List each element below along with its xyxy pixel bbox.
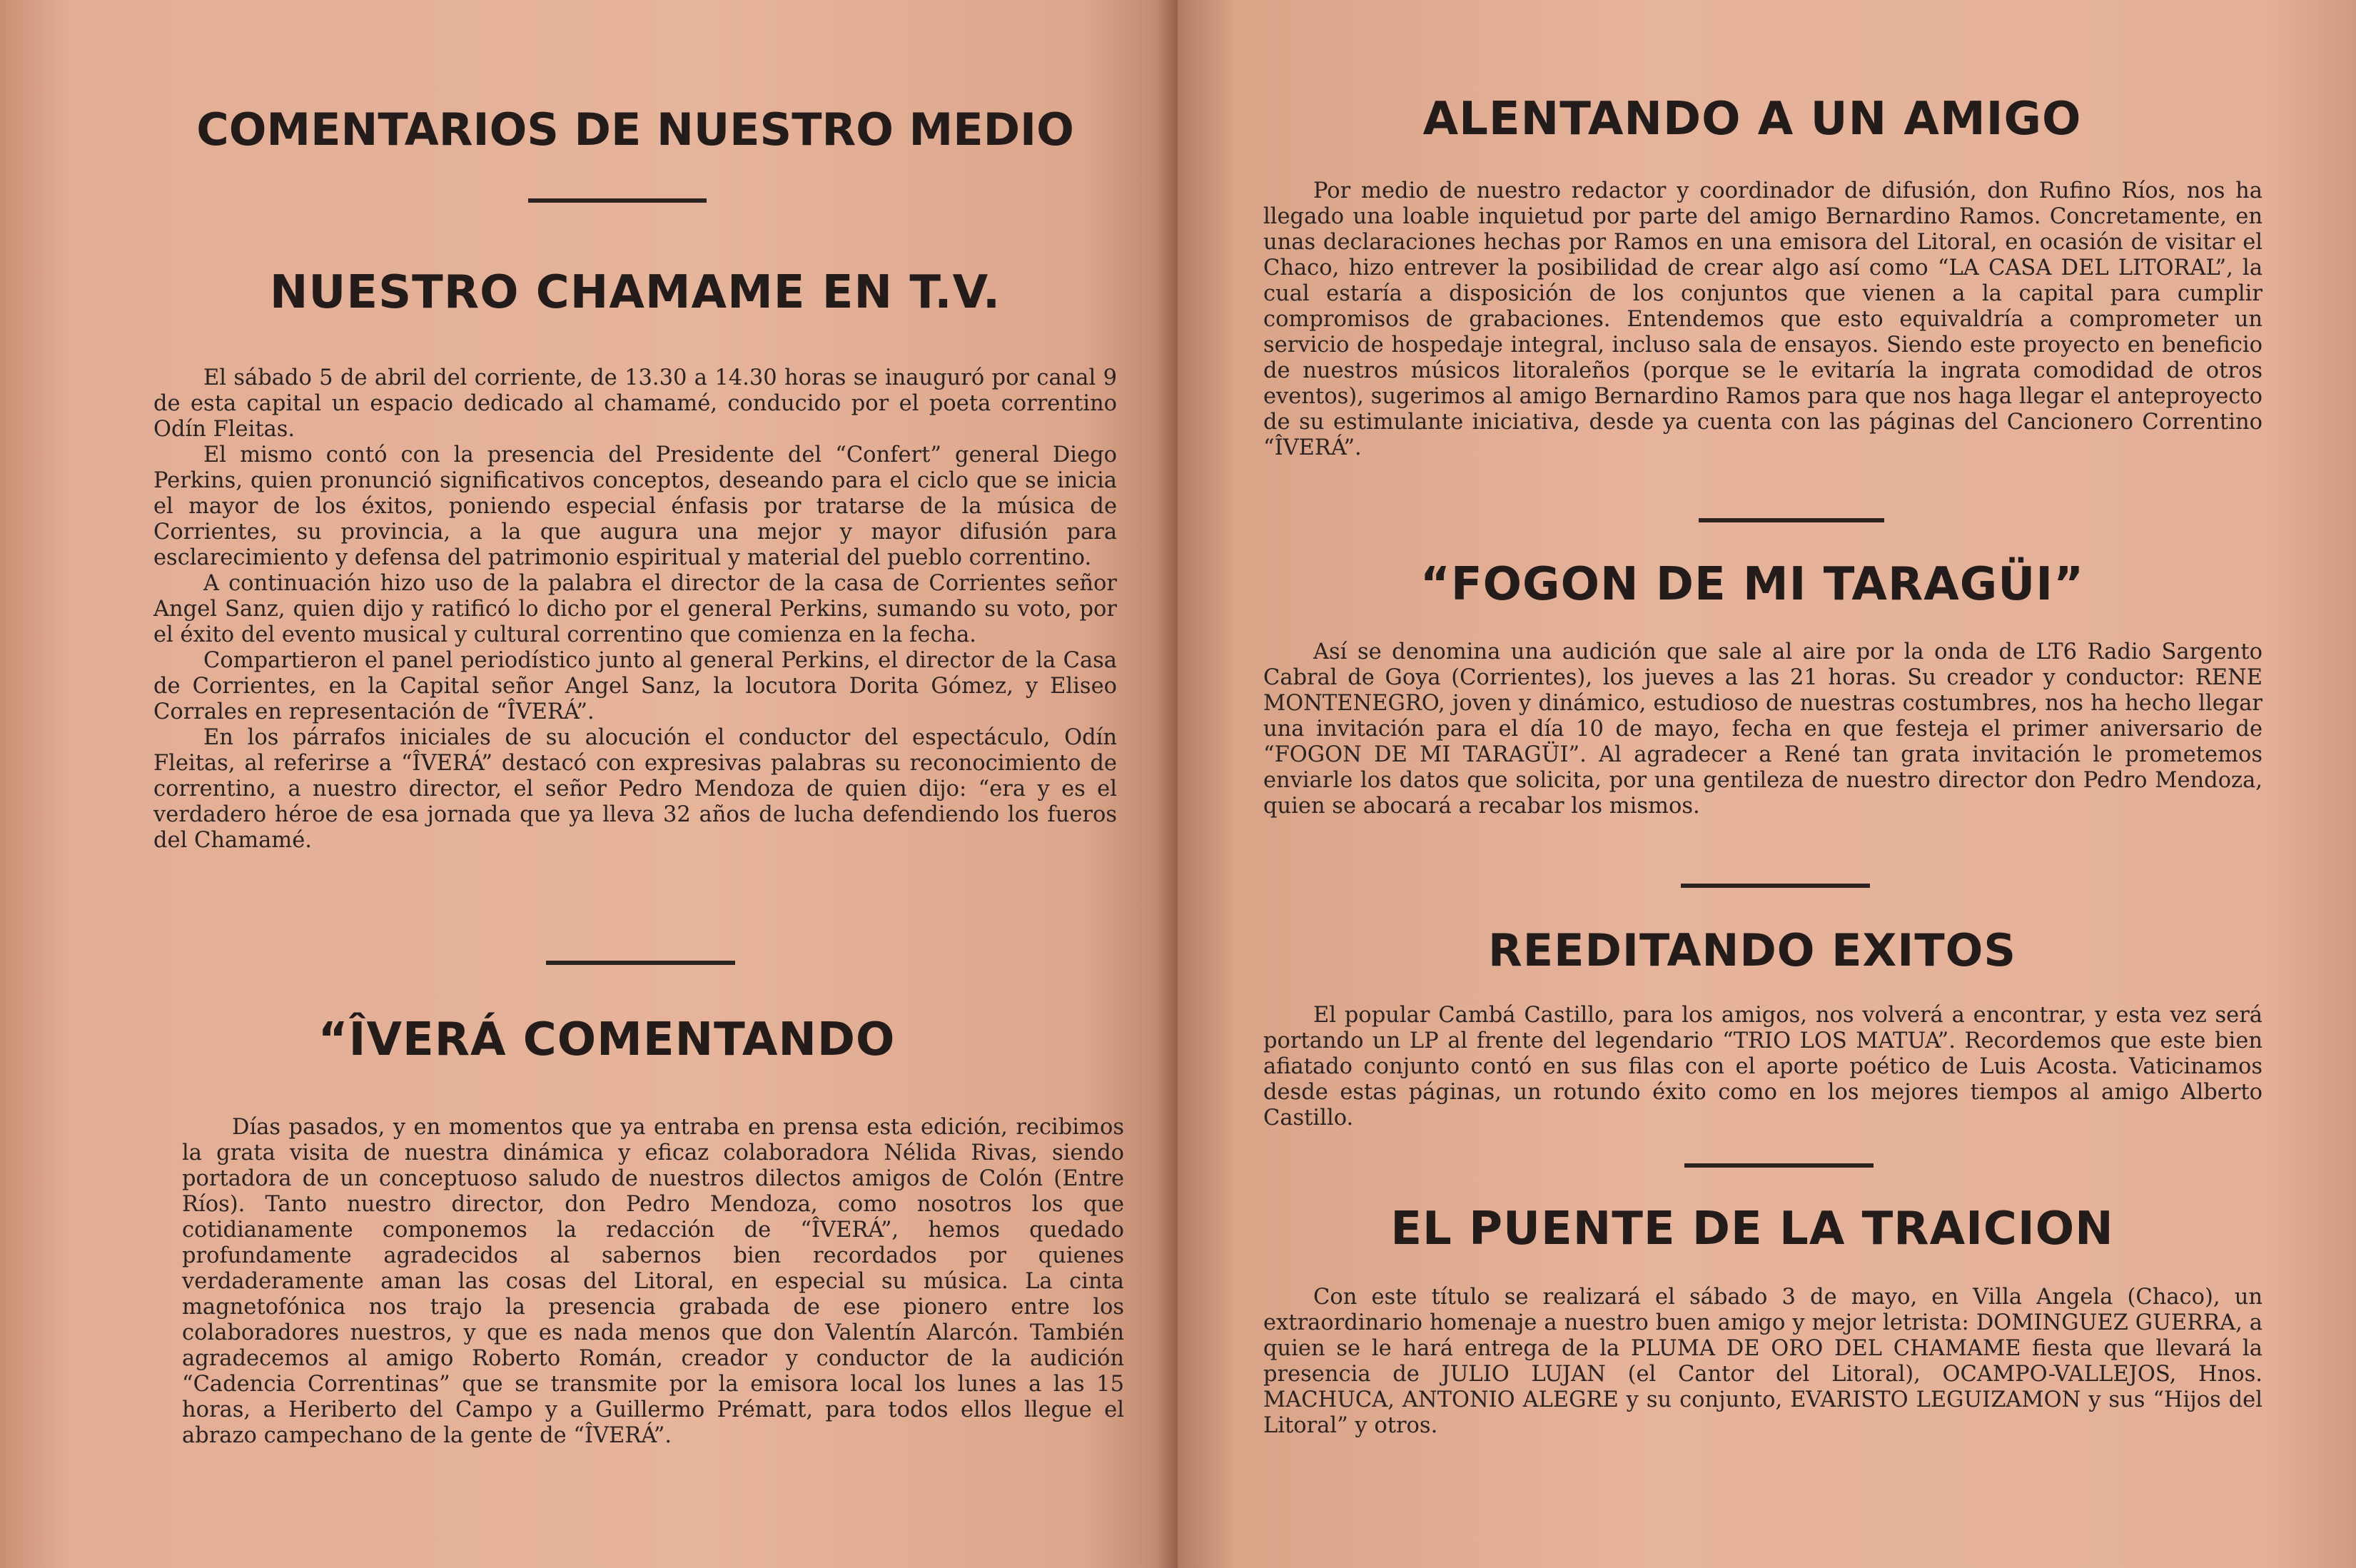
paragraph: A continuación hizo uso de la palabra el director de la casa de Corrientes señor Angel Sanz, quien dijo y ratificó lo dicho por el general Perkins, sumando su voto, por el éxito del evento musical y cultural correntino que comienza en la fecha. [153,571,1117,647]
paragraph: Con este título se realizará el sábado 3 de mayo, en Villa Angela (Chaco), un extraordinario homenaje a nuestro buen amigo y mejor letrista: DOMINGUEZ GUERRA, a quien se le hará entrega de la PLUMA DE ORO DEL CHAMAME fiesta que llevará la presencia de JULIO LUJAN (el Cantor del Litoral), OCAMPO-VALLEJOS, Hnos. MACHUCA, ANTONIO ALEGRE y su conjunto, EVARISTO LEGUIZAMON y sus “Hijos del Litoral” y otros. [1263,1285,2263,1438]
article-title-alentando: ALENTANDO A UN AMIGO [1422,93,2082,146]
paragraph: El popular Cambá Castillo, para los amigos, nos volverá a encontrar, y esta vez será portando un LP al frente del legendario “TRIO LOS MATUA”. Recordemos que este bien afiatado conjunto contó en sus filas con el aporte poético de Luis Acosta. Vaticinamos desde estas páginas, un rotundo éxito como en los mejores tiempos al amigo Alberto Castillo. [1263,1003,2263,1131]
article-body-fogon [1263,639,2263,819]
article-body-reeditando [1263,1003,2263,1131]
article-title-reeditando: REEDITANDO EXITOS [1488,924,2016,976]
article-title-fogon: “FOGON DE MI TARAGÜI” [1420,558,2085,611]
paragraph: El sábado 5 de abril del corriente, de 13.30 a 14.30 horas se inauguró por canal 9 de esta capital un espacio dedicado al chamamé, conducido por el poeta correntino Odín Fleitas. [153,365,1117,442]
article-divider [1684,1163,1874,1168]
paragraph: Días pasados, y en momentos que ya entraba en prensa esta edición, recibimos la grata visita de nuestra dinámica y eficaz colaboradora Nélida Rivas, siendo portadora de un conceptuoso saludo de nuestros dilectos amigos de Colón (Entre Ríos). Tanto nuestro director, don Pedro Mendoza, como nosotros los que cotidianamente componemos la redacción de “ÎVERÁ”, hemos quedado profundamente agradecidos al sabernos bien recordados por quienes verdaderamente aman las cosas del Litoral, en especial su música. La cinta magnetofónica nos trajo la presencia grabada de ese pionero entre los colaboradores nuestros, y que es nada menos que don Valentín Alarcón. También agradecemos al amigo Roberto Román, creador y conductor de la audición “Cadencia Correntinas” que se transmite por la emisora local los lunes a las 15 horas, a Heriberto del Campo y a Guillermo Prématt, para todos ellos llegue el abrazo campechano de la gente de “ÎVERÁ”. [182,1115,1124,1448]
paragraph: El mismo contó con la presencia del Presidente del “Confert” general Diego Perkins, quien pronunció significativos conceptos, deseando para el ciclo que se inicia el mayor de los éxitos, poniendo especial énfasis por tratarse de la música de Corrientes, su provincia, a la que augura una mejor y mayor difusión para esclarecimiento y defensa del patrimonio espiritual y material del pueblo correntino. [153,442,1117,570]
article-divider [546,961,735,965]
article-title-nuestro-chamame: NUESTRO CHAMAME EN T.V. [269,266,1001,319]
article-title-puente: EL PUENTE DE LA TRAICION [1390,1203,2114,1255]
right-page [1178,0,2356,1568]
title-divider [528,198,707,203]
article-body-ivera-comentando [182,1115,1124,1449]
section-title: COMENTARIOS DE NUESTRO MEDIO [196,103,1074,156]
paragraph: Compartieron el panel periodístico junto al general Perkins, el director de la Casa de Corrientes, en la Capital señor Angel Sanz, la locutora Dorita Gómez, y Eliseo Corrales en representación de “ÎVERÁ”. [153,648,1117,724]
paragraph: En los párrafos iniciales de su alocución el conductor del espectáculo, Odín Fleitas, al referirse a “ÎVERÁ” destacó con expresivas palabras su reconocimiento de correntino, a nuestro director, el señor Pedro Mendoza de quien dijo: “era y es el verdadero héroe de esa jornada que ya lleva 32 años de lucha defendiendo los fueros del Chamamé. [153,725,1117,853]
article-body-nuestro-chamame [153,365,1117,854]
article-divider [1699,518,1884,522]
paragraph: Así se denomina una audición que sale al aire por la onda de LT6 Radio Sargento Cabral de Goya (Corrientes), los jueves a las 21 horas. Su creador y conductor: RENE MONTENEGRO, joven y dinámico, estudioso de nuestras costumbres, nos ha hecho llegar una invitación para el día 10 de mayo, fecha en que festeja el primer aniversario de “FOGON DE MI TARAGÜI”. Al agradecer a René tan grata invitación le prometemos enviarle los datos que solicita, por una gentileza de nuestro director don Pedro Mendoza, quien se abocará a recabar los mismos. [1263,639,2263,819]
article-divider [1681,884,1870,888]
paragraph: Por medio de nuestro redactor y coordinador de difusión, don Rufino Ríos, nos ha llegado una loable inquietud por parte del amigo Bernardino Ramos. Concretamente, en unas declaraciones hechas por Ramos en una emisora del Litoral, en ocasión de visitar el Chaco, hizo entrever la posibilidad de crear algo así como “LA CASA DEL LITORAL”, la cual estaría a disposición de los conjuntos que vienen a la capital para cumplir compromisos de grabaciones. Entendemos que esto equivaldría a comprometer un servicio de hospedaje integral, incluso sala de ensayos. Siendo este proyecto en beneficio de nuestros músicos litoraleños (porque se le evitaría la ingrata comodidad de otros eventos), sugerimos al amigo Bernardino Ramos para que nos haga llegar el anteproyecto de su estimulante iniciativa, desde ya cuenta con las páginas del Cancionero Correntino “ÎVERÁ”. [1263,178,2263,460]
article-title-ivera-comentando: “ÎVERÁ COMENTANDO [318,1013,896,1066]
article-body-alentando [1263,178,2263,461]
article-body-puente [1263,1285,2263,1439]
